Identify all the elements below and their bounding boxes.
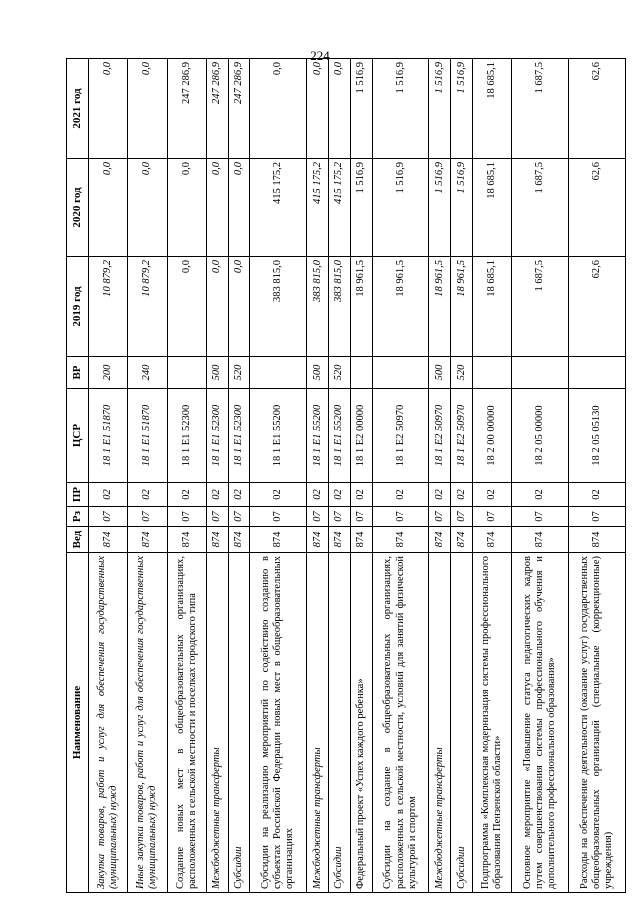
table-cell-csr: 18 1 E2 50970 [451,389,473,483]
table-cell-rz: 07 [512,507,569,527]
table-cell-vr: 520 [228,357,250,389]
header-row [67,59,89,893]
table-cell-rz: 07 [569,507,626,527]
table-cell-2021: 0,0 [307,59,329,159]
table-cell-2020: 1 516,9 [372,159,429,257]
table-cell-2019: 383 815,0 [307,257,329,357]
table-row [89,59,128,893]
table-cell-name: Подпрограмма «Комплексная модернизация системы профессионального образования Пензенской области» [473,553,512,893]
table-cell-ved: 874 [429,527,451,553]
table-cell-2019: 18 961,5 [350,257,372,357]
table-cell-ved: 874 [451,527,473,553]
table-cell-vr: 500 [307,357,329,389]
table-row [569,59,626,893]
table-cell-csr: 18 2 05 05130 [569,389,626,483]
table-cell-2019: 383 815,0 [329,257,351,357]
table-cell-2019: 383 815,0 [250,257,307,357]
table-cell-rz: 07 [167,507,206,527]
table-cell-2020: 415 175,2 [250,159,307,257]
table-cell-ved: 874 [128,527,167,553]
table-cell-ved: 874 [206,527,228,553]
table-row [307,59,329,893]
table-cell-ved: 874 [372,527,429,553]
table-cell-2019: 0,0 [167,257,206,357]
table-cell-2020: 0,0 [89,159,128,257]
table-cell-csr: 18 1 E2 50970 [372,389,429,483]
table-cell-vr: 520 [451,357,473,389]
table-cell-2020: 1 516,9 [350,159,372,257]
table-row [128,59,167,893]
table-cell-ved: 874 [228,527,250,553]
table-cell-rz: 07 [429,507,451,527]
table-cell-pr: 02 [429,483,451,507]
table-cell-name: Закупка товаров, работ и услуг для обеспечения государственных (муниципальных) нужд [89,553,128,893]
table-cell-vr [167,357,206,389]
table-cell-vr: 500 [206,357,228,389]
table-cell-pr: 02 [569,483,626,507]
table-cell-pr: 02 [89,483,128,507]
table-cell-vr [372,357,429,389]
table-cell-rz: 07 [228,507,250,527]
table-cell-csr: 18 1 E1 55200 [250,389,307,483]
table-cell-2020: 0,0 [206,159,228,257]
table-cell-2021: 247 286,9 [167,59,206,159]
table-row [350,59,372,893]
table-cell-2020: 415 175,2 [329,159,351,257]
table-cell-rz: 07 [329,507,351,527]
table-row [329,59,351,893]
table-cell-2019: 10 879,2 [128,257,167,357]
table-cell-vr: 500 [429,357,451,389]
table-cell-2020: 62,6 [569,159,626,257]
header-vr: ВР [67,357,89,389]
table-cell-rz: 07 [372,507,429,527]
header-ved: Вед [67,527,89,553]
table-cell-csr: 18 1 E1 51870 [89,389,128,483]
table-cell-2021: 1 516,9 [350,59,372,159]
table-cell-2019: 18 961,5 [372,257,429,357]
table-cell-2021: 62,6 [569,59,626,159]
header-2019: 2019 год [67,257,89,357]
table-cell-name: Расходы на обеспечение деятельности (оказание услуг) государственных общеобразовательных организаций (специальные (коррекционные) учреждения) [569,553,626,893]
header-name: Наименование [67,553,89,893]
table-cell-csr: 18 1 E1 52300 [228,389,250,483]
page-number: 224 [310,48,330,63]
table-cell-name: Субсидии на реализацию мероприятий по содействию созданию в субъектах Российской Федерации новых мест в общеобразовательных организациях [250,553,307,893]
table-cell-vr [569,357,626,389]
table-cell-2019: 0,0 [228,257,250,357]
table-cell-rz: 07 [206,507,228,527]
table-cell-vr [250,357,307,389]
table-cell-2021: 1 516,9 [451,59,473,159]
table-row [451,59,473,893]
table-row [429,59,451,893]
table-cell-vr [512,357,569,389]
table-cell-csr: 18 1 E1 55200 [307,389,329,483]
header-rz: Рз [67,507,89,527]
table-cell-rz: 07 [250,507,307,527]
table-cell-vr: 200 [89,357,128,389]
table-cell-name: Субсидии на создание в общеобразовательных организациях, расположенных в сельской местности, условий для занятий физической культурой и спортом [372,553,429,893]
table-cell-name: Субсидии [451,553,473,893]
table-cell-2019: 1 687,5 [512,257,569,357]
table-cell-2021: 18 685,1 [473,59,512,159]
header-2021: 2021 год [67,59,89,159]
table-cell-ved: 874 [250,527,307,553]
table-cell-2021: 247 286,9 [228,59,250,159]
table-cell-ved: 874 [473,527,512,553]
table-cell-pr: 02 [372,483,429,507]
table-cell-ved: 874 [329,527,351,553]
table-row [250,59,307,893]
table-cell-ved: 874 [350,527,372,553]
table-cell-2021: 1 516,9 [429,59,451,159]
table-cell-pr: 02 [451,483,473,507]
table-cell-pr: 02 [473,483,512,507]
table-cell-csr: 18 1 E1 55200 [329,389,351,483]
table-row [228,59,250,893]
table-cell-2020: 0,0 [228,159,250,257]
table-cell-rz: 07 [128,507,167,527]
table-cell-2020: 415 175,2 [307,159,329,257]
table-cell-2019: 18 961,5 [451,257,473,357]
table-cell-pr: 02 [250,483,307,507]
header-2020: 2020 год [67,159,89,257]
table-cell-2020: 0,0 [167,159,206,257]
table-cell-pr: 02 [128,483,167,507]
table-cell-pr: 02 [307,483,329,507]
header-pr: ПР [67,483,89,507]
table-cell-pr: 02 [512,483,569,507]
table-row [372,59,429,893]
table-cell-2019: 18 961,5 [429,257,451,357]
table-cell-name: Субсидии [228,553,250,893]
table-cell-ved: 874 [307,527,329,553]
table-cell-pr: 02 [329,483,351,507]
table-cell-pr: 02 [206,483,228,507]
table-cell-2020: 1 516,9 [429,159,451,257]
table-cell-ved: 874 [569,527,626,553]
rotated-table-wrapper [66,59,626,893]
table-cell-vr: 240 [128,357,167,389]
table-cell-csr: 18 1 E1 51870 [128,389,167,483]
table-cell-2021: 247 286,9 [206,59,228,159]
table-cell-2019: 0,0 [206,257,228,357]
table-body [89,59,626,893]
table-cell-2020: 18 685,1 [473,159,512,257]
table-cell-vr: 520 [329,357,351,389]
table-cell-ved: 874 [89,527,128,553]
table-cell-name: Субсидии [329,553,351,893]
table-cell-rz: 07 [350,507,372,527]
table-cell-csr: 18 1 E1 52300 [167,389,206,483]
table-cell-2020: 0,0 [128,159,167,257]
table-cell-pr: 02 [228,483,250,507]
table-cell-name: Основное мероприятие «Повышение статуса педагогических кадров путем совершенствования системы профессионального обучения и дополнительного профессионального образования» [512,553,569,893]
table-row [473,59,512,893]
table-cell-2019: 18 685,1 [473,257,512,357]
table-cell-ved: 874 [167,527,206,553]
table-cell-2021: 1 687,5 [512,59,569,159]
table-cell-csr: 18 1 E2 50970 [429,389,451,483]
table-row [512,59,569,893]
table-cell-name: Создание новых мест в общеобразовательных организациях, расположенных в сельской местности и поселках городского типа [167,553,206,893]
table-cell-name: Федеральный проект «Успех каждого ребенка» [350,553,372,893]
table-cell-rz: 07 [451,507,473,527]
table-cell-name: Иные закупки товаров, работ и услуг для обеспечения государственных (муниципальных) нужд [128,553,167,893]
table-cell-2019: 10 879,2 [89,257,128,357]
table-row [206,59,228,893]
table-cell-2020: 1 516,9 [451,159,473,257]
table-cell-csr: 18 1 E2 00000 [350,389,372,483]
table-cell-rz: 07 [307,507,329,527]
table-cell-name: Межбюджетные трансферты [429,553,451,893]
table-cell-2021: 0,0 [329,59,351,159]
header-csr: ЦСР [67,389,89,483]
table-cell-csr: 18 2 05 00000 [512,389,569,483]
table-row [167,59,206,893]
table-cell-2021: 0,0 [89,59,128,159]
budget-table [66,58,626,893]
table-cell-2021: 0,0 [250,59,307,159]
table-cell-2021: 1 516,9 [372,59,429,159]
table-cell-pr: 02 [167,483,206,507]
table-cell-csr: 18 1 E1 52300 [206,389,228,483]
table-cell-2019: 62,6 [569,257,626,357]
table-cell-csr: 18 2 00 00000 [473,389,512,483]
table-cell-rz: 07 [89,507,128,527]
table-cell-pr: 02 [350,483,372,507]
table-cell-name: Межбюджетные трансферты [307,553,329,893]
table-cell-2020: 1 687,5 [512,159,569,257]
table-cell-vr [350,357,372,389]
table-cell-2021: 0,0 [128,59,167,159]
table-cell-rz: 07 [473,507,512,527]
table-cell-ved: 874 [512,527,569,553]
table-cell-name: Межбюджетные трансферты [206,553,228,893]
table-cell-vr [473,357,512,389]
